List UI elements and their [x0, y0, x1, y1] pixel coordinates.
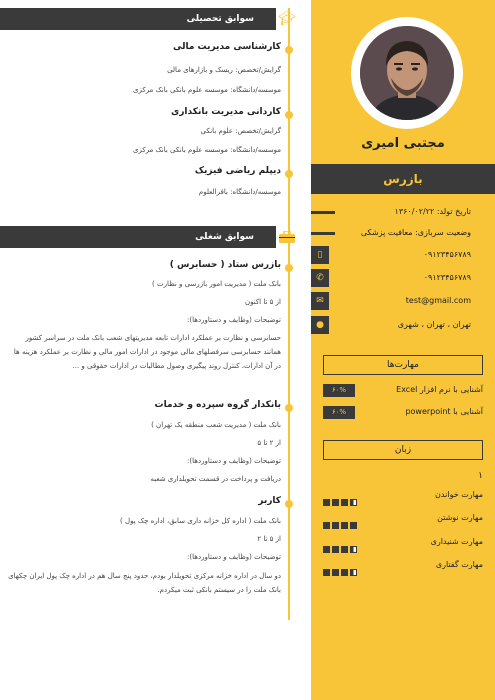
- skill-item: [323, 383, 483, 399]
- mobile-row: [311, 246, 495, 266]
- level-square: [323, 499, 330, 506]
- language-number: ۱: [478, 471, 483, 481]
- level-square: [350, 499, 357, 506]
- language-level-indicator: [323, 538, 359, 547]
- address: تهران ، تهران ، شهری: [397, 320, 471, 329]
- language-level-indicator: [323, 561, 359, 570]
- phone-number: ۰۹۱۲۳۴۵۶۷۸۹: [423, 273, 471, 282]
- work-organization: بانک ملت ( مدیریت شعب منطقه یک تهران ): [151, 421, 281, 429]
- level-square: [350, 522, 357, 529]
- work-description-label: توضیحات (وظایف و دستاوردها):: [187, 457, 281, 465]
- timeline-line: [288, 8, 290, 620]
- work-description: دو سال در اداره خزانه مرکزی تحویلدار بودم، حدود پنج سال هم در اداره چک پول ایران چکهای بانک ملت را در سیستم بانکی ثبت میکردم.: [8, 572, 281, 594]
- birth-date-row: [311, 203, 495, 223]
- mobile-icon: ▯: [311, 246, 329, 264]
- level-square: [323, 546, 330, 553]
- skill-label: آشنایی با نرم افزار Excel: [396, 385, 483, 394]
- language-skill-label: مهارت گفتاری: [435, 560, 483, 569]
- work-description: دریافت و پرداخت در قسمت تحویلداری شعبه: [150, 475, 281, 483]
- mail-icon: ✉: [311, 292, 329, 310]
- language-skill-label: مهارت نوشتن: [437, 513, 483, 522]
- profile-photo-frame: [351, 17, 463, 129]
- timeline-node: [285, 170, 293, 178]
- timeline-node: [285, 111, 293, 119]
- level-square: [323, 569, 330, 576]
- timeline-node: [285, 264, 293, 272]
- bullet-dash: [311, 232, 335, 235]
- education-title: کارشناسی مدیریت مالی: [172, 42, 281, 52]
- birth-date: تاریخ تولد: ۱۳۶۰/۰۲/۲۲: [394, 207, 471, 216]
- address-row: [311, 316, 495, 336]
- language-skill-row: [323, 536, 483, 550]
- skill-item: [323, 405, 483, 421]
- skill-label: آشنایی با powerpoint: [405, 407, 483, 416]
- graduation-cap-icon: 🎓︎: [278, 11, 296, 27]
- work-title: بازرس ستاد ( حسابرس ): [169, 260, 281, 270]
- language-skill-label: مهارت خواندن: [435, 490, 483, 499]
- education-field: گرایش/تخصص: علوم بانکی: [200, 127, 281, 135]
- work-title: بانکدار گروه سپرده و خدمات: [154, 400, 281, 410]
- level-square: [350, 569, 357, 576]
- language-skill-label: مهارت شنیداری: [430, 537, 483, 546]
- work-description: حسابرسی و نظارت بر عملکرد ادارات تابعه مدیریتهای شعب بانک ملت در سراسر کشور همانند حسابرسی سرفصلهای مالی موجود در ادارات امور مالی و نظارت بر عملکرد هزینه ها در آن ادارات، کنترل روند پیگیری وصول مطالبات در ادارات حقوقی و ...: [13, 334, 281, 370]
- level-square: [341, 522, 348, 529]
- briefcase-icon: [276, 226, 298, 248]
- work-organization: بانک ملت ( اداره کل خزانه داری سابق، اداره چک پول ): [120, 517, 281, 525]
- bullet-dash: [311, 211, 335, 214]
- education-title: کاردانی مدیریت بانکداری: [171, 107, 281, 117]
- language-skill-row: [323, 512, 483, 526]
- language-skill-row: [323, 559, 483, 573]
- job-title: بازرس: [311, 164, 495, 194]
- email-address[interactable]: test@gmail.com: [405, 296, 471, 305]
- education-school: موسسه/دانشگاه: موسسه علوم بانکی بانک مرکزی: [133, 86, 281, 94]
- timeline-node: [285, 404, 293, 412]
- language-heading: زبان: [323, 440, 483, 460]
- level-square: [332, 499, 339, 506]
- education-school: موسسه/دانشگاه: باقرالعلوم: [198, 188, 281, 196]
- work-period: از ۵ تا ۲: [257, 535, 281, 543]
- person-name: مجتبی امیری: [361, 136, 445, 151]
- level-square: [350, 546, 357, 553]
- language-level-indicator: [323, 514, 359, 523]
- work-period: از ۲ تا ۵: [257, 439, 281, 447]
- email-row: [311, 292, 495, 312]
- education-title: دیپلم ریاضی فیزیک: [194, 166, 281, 176]
- phone-row: [311, 269, 495, 289]
- sidebar: [311, 0, 495, 700]
- work-period: از ۵ تا اکنون: [244, 298, 281, 306]
- work-heading: سوابق شغلی: [0, 226, 276, 248]
- skill-percent: ۶۰%: [323, 384, 355, 397]
- profile-photo: [360, 26, 454, 120]
- location-icon: ●: [311, 316, 329, 334]
- education-field: گرایش/تخصص: ریسک و بازارهای مالی: [167, 66, 281, 74]
- work-description-label: توضیحات (وظایف و دستاوردها):: [187, 316, 281, 324]
- skill-percent: ۶۰%: [323, 406, 355, 419]
- military-row: [311, 224, 495, 244]
- level-square: [332, 522, 339, 529]
- work-description-label: توضیحات (وظایف و دستاوردها):: [187, 553, 281, 561]
- work-organization: بانک ملت ( مدیریت امور بازرسی و نظارت ): [152, 280, 281, 288]
- language-skill-row: [323, 489, 483, 503]
- level-square: [341, 499, 348, 506]
- military-status: وضعیت سربازی: معافیت پزشکی: [360, 228, 471, 237]
- language-level-indicator: [323, 491, 359, 500]
- education-school: موسسه/دانشگاه: موسسه علوم بانکی بانک مرکزی: [133, 146, 281, 154]
- level-square: [332, 569, 339, 576]
- timeline-node: [285, 46, 293, 54]
- level-square: [341, 546, 348, 553]
- skills-heading: مهارت‌ها: [323, 355, 483, 375]
- work-title: کاربر: [258, 496, 281, 506]
- level-square: [341, 569, 348, 576]
- mobile-number: ۰۹۱۲۳۴۵۶۷۸۹: [423, 250, 471, 259]
- education-heading: سوابق تحصیلی: [0, 8, 276, 30]
- timeline-node: [285, 500, 293, 508]
- level-square: [323, 522, 330, 529]
- level-square: [332, 546, 339, 553]
- phone-icon: ✆: [311, 269, 329, 287]
